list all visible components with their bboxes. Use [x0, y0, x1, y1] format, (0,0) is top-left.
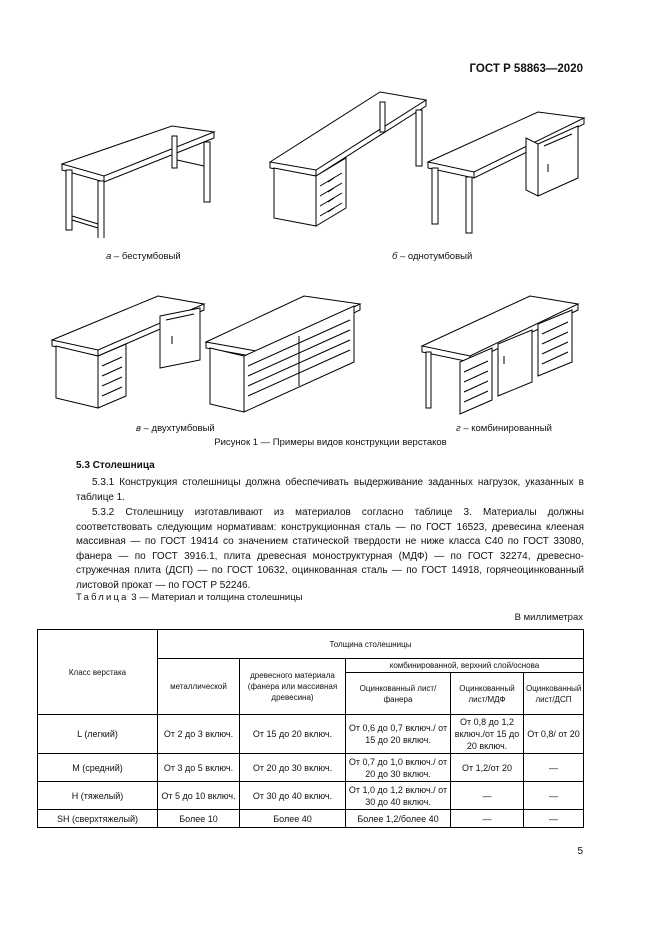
paragraph-5-3-1: 5.3.1 Конструкция столешницы должна обеспечивать выдерживание заданных нагрузок, указанных в таблице 1.	[76, 477, 584, 503]
caption-a: а – бестумбовый	[106, 251, 181, 262]
cell-plywood: От 1,0 до 1,2 включ./ от 30 до 40 включ.	[346, 782, 451, 810]
cell-class: М (средний)	[38, 754, 158, 782]
header-galv-mdf: Оцинкованный лист/МДФ	[451, 673, 524, 715]
cell-wood: От 30 до 40 включ.	[240, 782, 346, 810]
workbench-illustration-g	[420, 290, 580, 420]
cell-dsp: —	[524, 782, 584, 810]
page-number: 5	[577, 846, 583, 857]
figure-title: Рисунок 1 — Примеры видов конструкции верстаков	[214, 437, 447, 448]
workbench-illustration-drawers	[204, 292, 364, 422]
workbench-illustration-v	[48, 290, 208, 420]
table-row	[38, 782, 584, 810]
table-row	[38, 754, 584, 782]
header-combined: комбинированной, верхний слой/основа	[346, 659, 584, 673]
cell-class: Н (тяжелый)	[38, 782, 158, 810]
header-class: Класс верстака	[38, 630, 158, 715]
section-heading: 5.3 Столешница	[76, 460, 155, 471]
workbench-illustration-a	[58, 118, 218, 238]
cell-class: L (легкий)	[38, 715, 158, 754]
header-galv-dsp: Оцинкованный лист/ДСП	[524, 673, 584, 715]
workbench-illustration-b	[268, 88, 428, 238]
header-galv-plywood: Оцинкованный лист/фанера	[346, 673, 451, 715]
caption-b: б – однотумбовый	[392, 251, 473, 262]
cell-wood: От 20 до 30 включ.	[240, 754, 346, 782]
table-caption: Таблица 3 — Материал и толщина столешницы	[76, 592, 303, 603]
caption-v: в – двухтумбовый	[136, 423, 215, 434]
cell-mdf: —	[451, 782, 524, 810]
table-row	[38, 715, 584, 754]
cell-class: SH (сверхтяжелый)	[38, 810, 158, 828]
cell-mdf: От 0,8 до 1,2 включ./от 15 до 20 включ.	[451, 715, 524, 754]
cell-metal: От 3 до 5 включ.	[158, 754, 240, 782]
document-code: ГОСТ Р 58863—2020	[469, 63, 583, 75]
caption-g: г – комбинированный	[456, 423, 552, 434]
cell-plywood: От 0,7 до 1,0 включ./ от 20 до 30 включ.	[346, 754, 451, 782]
header-wood: древесного материала (фанера или массивная древесина)	[240, 659, 346, 715]
cell-mdf: От 1,2/от 20	[451, 754, 524, 782]
cell-plywood: Более 1,2/более 40	[346, 810, 451, 828]
header-thickness: Толщина столешницы	[158, 630, 584, 659]
cell-dsp: —	[524, 754, 584, 782]
material-table	[37, 629, 584, 828]
cell-metal: От 2 до 3 включ.	[158, 715, 240, 754]
cell-mdf: —	[451, 810, 524, 828]
workbench-illustration-b-door	[426, 108, 586, 238]
header-metal: металлической	[158, 659, 240, 715]
cell-dsp: От 0,8/ от 20	[524, 715, 584, 754]
cell-wood: От 15 до 20 включ.	[240, 715, 346, 754]
table-units: В миллиметрах	[514, 612, 583, 623]
cell-plywood: От 0,6 до 0,7 включ./ от 15 до 20 включ.	[346, 715, 451, 754]
table-row	[38, 810, 584, 828]
cell-dsp: —	[524, 810, 584, 828]
cell-wood: Более 40	[240, 810, 346, 828]
cell-metal: Более 10	[158, 810, 240, 828]
paragraph-5-3-2: 5.3.2 Столешницу изготавливают из материалов согласно таблице 3. Материалы должны соответствовать следующим нормативам: конструкционная сталь — по ГОСТ 16523, древесина клееная массивная — по ГОСТ 19414 со значением статической твердости не ниже класса С40 по ГОСТ 33080, фанера — по ГОСТ 3916.1, плита древесная моноструктурная (МДФ) — по ГОСТ 32274, древесно-стружечная плита (ДСП) — по ГОСТ 10632, оцинкованная сталь — по ГОСТ 14918, горячеоцинкованный листовой прокат — по ГОСТ Р 52246.	[76, 507, 584, 591]
cell-metal: От 5 до 10 включ.	[158, 782, 240, 810]
